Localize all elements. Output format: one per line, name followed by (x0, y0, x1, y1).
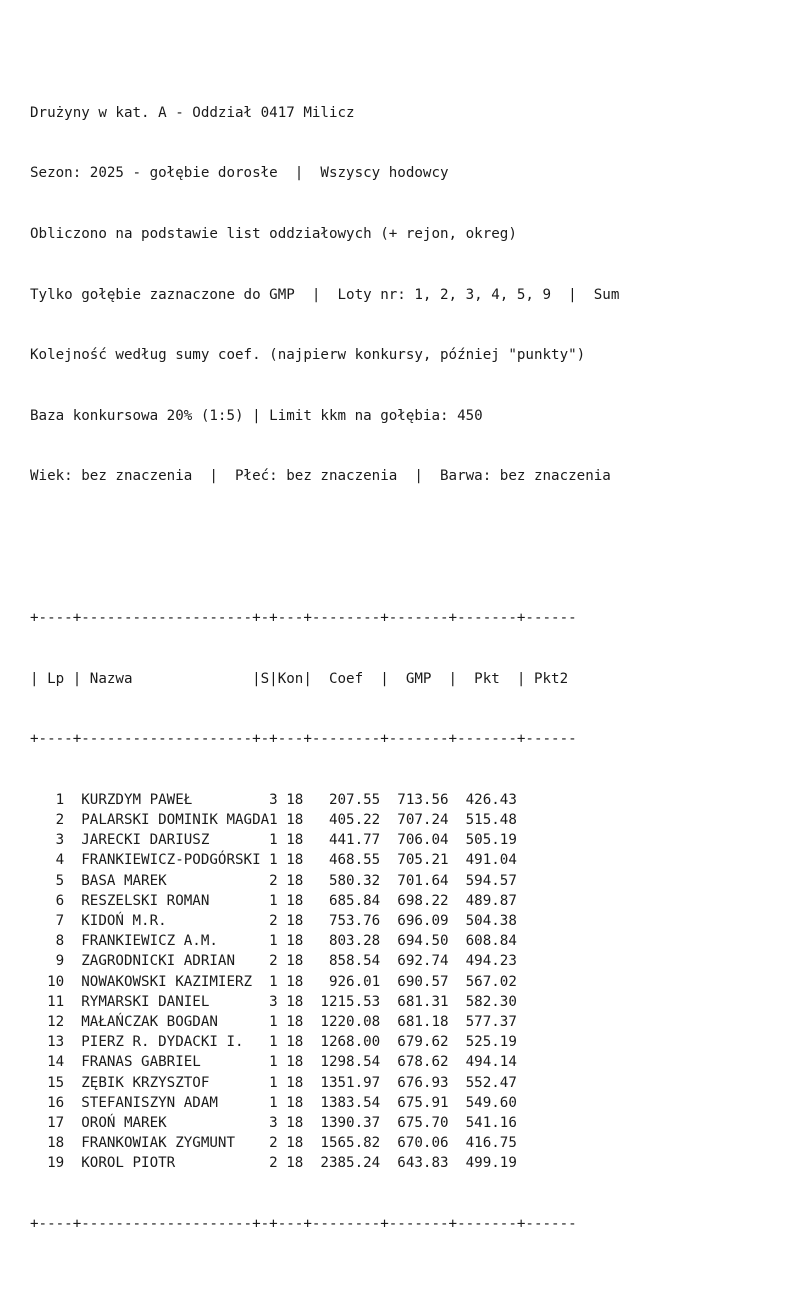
report-header-line-2: Obliczono na podstawie list oddziałowych (+ rejon, okreg) (30, 226, 517, 243)
table-row: 19 KOROL PIOTR 2 18 2385.24 643.83 499.19 (30, 1155, 517, 1172)
table-rule-middle: +----+--------------------+-+---+--------+-------+-------+------ (30, 731, 577, 748)
table-row: 5 BASA MAREK 2 18 580.32 701.64 594.57 (30, 872, 517, 889)
table-row: 2 PALARSKI DOMINIK MAGDA1 18 405.22 707.24 515.48 (30, 811, 517, 828)
table-row: 14 FRANAS GABRIEL 1 18 1298.54 678.62 494.14 (30, 1054, 517, 1071)
report-header-line-6: Wiek: bez znaczenia | Płeć: bez znaczenia | Barwa: bez znaczenia (30, 468, 611, 485)
table-row: 6 RESZELSKI ROMAN 1 18 685.84 698.22 489.87 (30, 892, 517, 909)
table-row: 1 KURZDYM PAWEŁ 3 18 207.55 713.56 426.43 (30, 791, 517, 808)
table-row: 3 JARECKI DARIUSZ 1 18 441.77 706.04 505.19 (30, 832, 517, 849)
table-column-header: | Lp | Nazwa |S|Kon| Coef | GMP | Pkt | Pkt2 (30, 670, 569, 687)
report-text-output (30, 22, 619, 1295)
table-row: 9 ZAGRODNICKI ADRIAN 2 18 858.54 692.74 494.23 (30, 953, 517, 970)
report-header-line-4: Kolejność według sumy coef. (najpierw konkursy, później "punkty") (30, 347, 586, 364)
report-header-line-3: Tylko gołębie zaznaczone do GMP | Loty nr: 1, 2, 3, 4, 5, 9 | Sum (30, 286, 620, 303)
table-row: 10 NOWAKOWSKI KAZIMIERZ 1 18 926.01 690.57 567.02 (30, 973, 517, 990)
table-row: 18 FRANKOWIAK ZYGMUNT 2 18 1565.82 670.06 416.75 (30, 1135, 517, 1152)
table-row: 15 ZĘBIK KRZYSZTOF 1 18 1351.97 676.93 552.47 (30, 1074, 517, 1091)
table-row: 8 FRANKIEWICZ A.M. 1 18 803.28 694.50 608.84 (30, 933, 517, 950)
table-row: 7 KIDOŃ M.R. 2 18 753.76 696.09 504.38 (30, 912, 517, 929)
report-header-line-1: Sezon: 2025 - gołębie dorosłe | Wszyscy hodowcy (30, 165, 449, 182)
table-rule-bottom: +----+--------------------+-+---+--------+-------+-------+------ (30, 1215, 577, 1232)
table-rows (30, 790, 619, 1174)
table-row: 17 OROŃ MAREK 3 18 1390.37 675.70 541.16 (30, 1114, 517, 1131)
report-header-line-5: Baza konkursowa 20% (1:5) | Limit kkm na gołębia: 450 (30, 407, 483, 424)
table-row: 16 STEFANISZYN ADAM 1 18 1383.54 675.91 549.60 (30, 1094, 517, 1111)
table-row: 4 FRANKIEWICZ-PODGÓRSKI 1 18 468.55 705.21 491.04 (30, 852, 517, 869)
table-row: 12 MAŁAŃCZAK BOGDAN 1 18 1220.08 681.18 577.37 (30, 1013, 517, 1030)
table-row: 13 PIERZ R. DYDACKI I. 1 18 1268.00 679.62 525.19 (30, 1034, 517, 1051)
table-row: 11 RYMARSKI DANIEL 3 18 1215.53 681.31 582.30 (30, 993, 517, 1010)
report-title: Drużyny w kat. A - Oddział 0417 Milicz (30, 104, 355, 121)
results-table (30, 567, 619, 1274)
report-header (30, 62, 619, 527)
table-rule-top: +----+--------------------+-+---+--------+-------+-------+------ (30, 609, 577, 626)
